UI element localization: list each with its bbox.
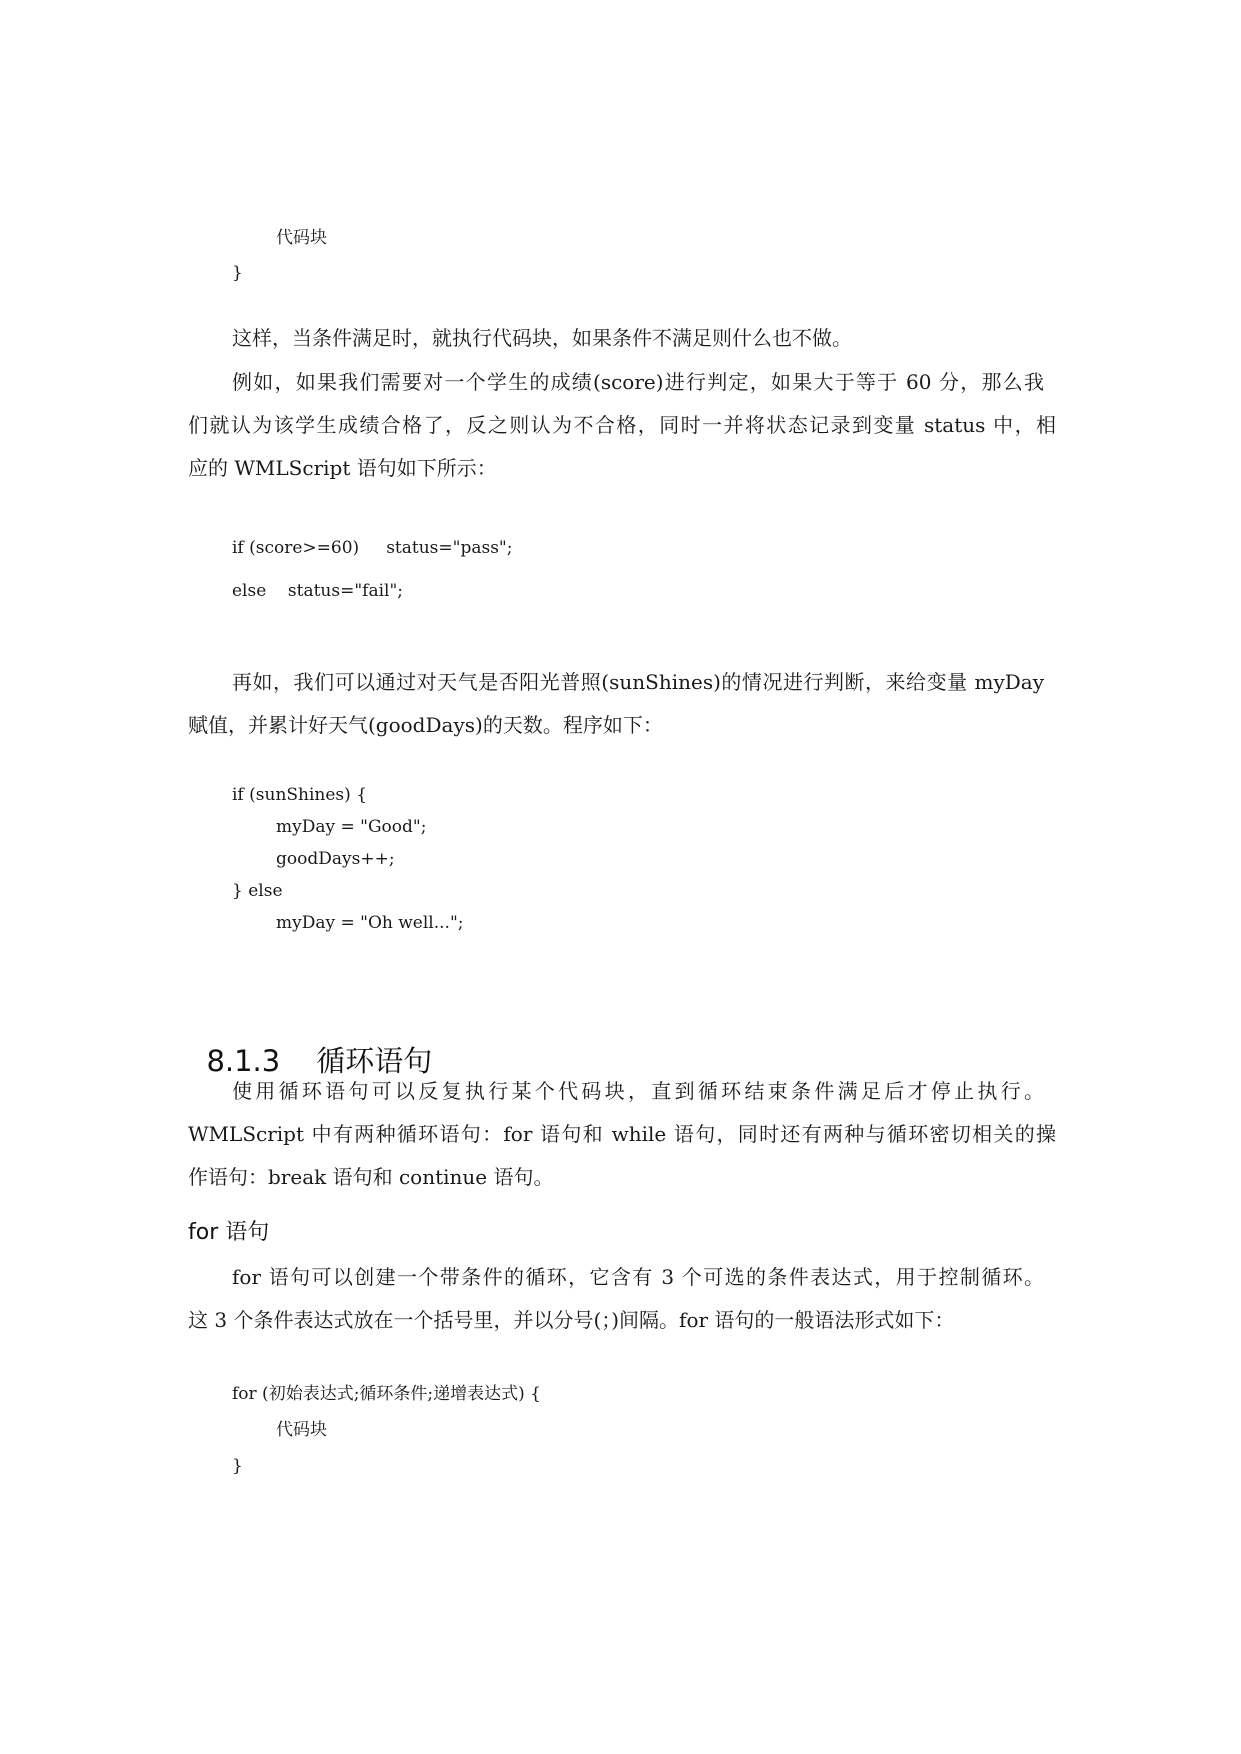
section-number: 8.1.3 [206, 1044, 281, 1078]
code-line: } [232, 1456, 243, 1476]
code-line: 代码块 [276, 1420, 327, 1440]
section-title: 循环语句 [316, 1044, 433, 1078]
section-heading [188, 1010, 432, 1078]
code-line: } else [232, 881, 283, 901]
code-line: else status="fail"; [232, 581, 404, 601]
paragraph-line: 例如，如果我们需要对一个学生的成绩(score)进行判定，如果大于等于 60 分，那么我 [232, 370, 1044, 394]
code-line: 代码块 [276, 228, 327, 248]
code-line: if (sunShines) { [232, 785, 368, 805]
paragraph-line: WMLScript 中有两种循环语句：for 语句和 while 语句，同时还有两种与循环密切相关的操 [188, 1122, 1056, 1146]
paragraph-line: 使用循环语句可以反复执行某个代码块，直到循环结束条件满足后才停止执行。 [232, 1079, 1044, 1103]
code-line: } [232, 263, 243, 283]
subsection-heading: for 语句 [188, 1220, 270, 1245]
paragraph-line: 们就认为该学生成绩合格了，反之则认为不合格，同时一并将状态记录到变量 status 中，相 [188, 413, 1056, 437]
paragraph-line: 赋值，并累计好天气(goodDays)的天数。程序如下： [188, 713, 663, 737]
paragraph-line: 这 3 个条件表达式放在一个括号里，并以分号(；)间隔。for 语句的一般语法形式如下： [188, 1308, 955, 1332]
code-line: myDay = "Good"; [276, 817, 427, 837]
code-line: if (score>=60) status="pass"; [232, 538, 513, 558]
paragraph: 这样，当条件满足时，就执行代码块，如果条件不满足则什么也不做。 [232, 326, 852, 350]
paragraph-line: 再如，我们可以通过对天气是否阳光普照(sunShines)的情况进行判断，来给变量 myDay [232, 670, 1044, 694]
paragraph-line: for 语句可以创建一个带条件的循环，它含有 3 个可选的条件表达式，用于控制循环。 [232, 1265, 1044, 1289]
code-line: for (初始表达式;循环条件;递增表达式) { [232, 1384, 541, 1404]
paragraph-line: 应的 WMLScript 语句如下所示： [188, 456, 497, 480]
paragraph-line: 作语句：break 语句和 continue 语句。 [188, 1165, 554, 1189]
code-line: myDay = "Oh well..."; [276, 913, 464, 933]
code-line: goodDays++; [276, 849, 395, 869]
